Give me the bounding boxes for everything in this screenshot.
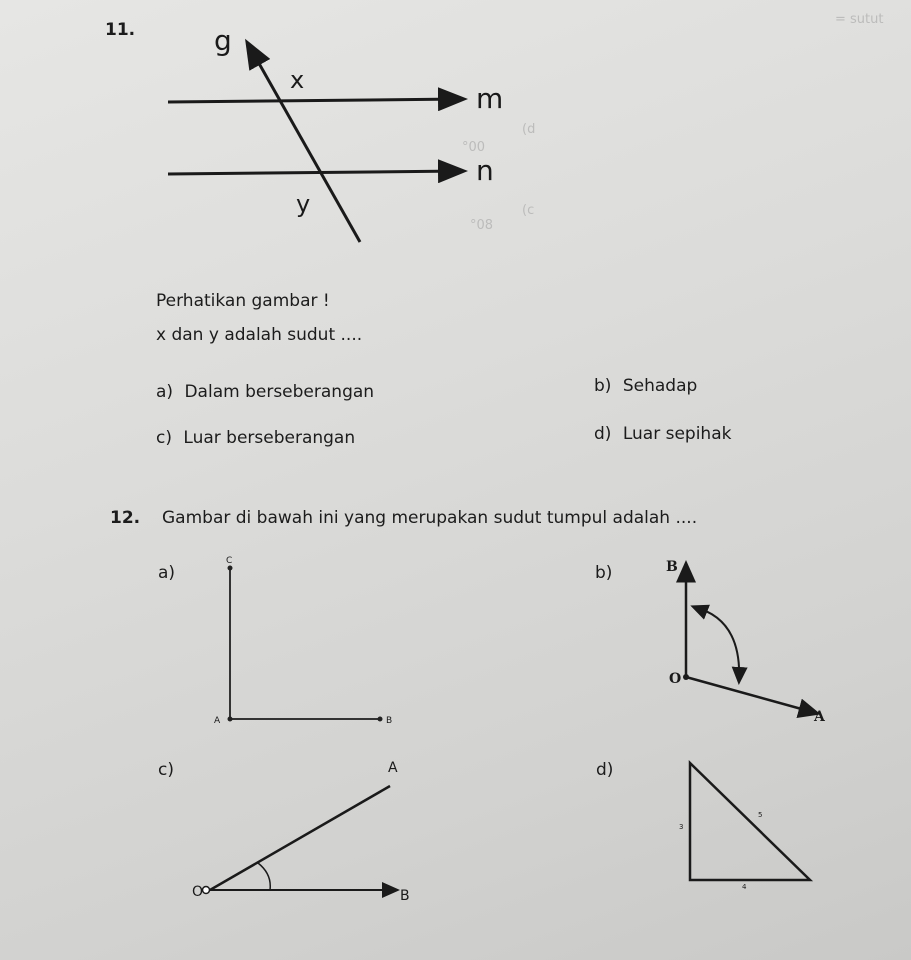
- bleed-text: (d: [522, 122, 536, 137]
- q11-option-b[interactable]: [594, 376, 697, 396]
- option-letter: c): [156, 428, 172, 448]
- label-g: g: [214, 24, 232, 57]
- label-O: O: [192, 884, 204, 900]
- bleed-text: = sutut: [835, 12, 884, 27]
- label-m: m: [476, 82, 504, 115]
- label-n: n: [476, 154, 494, 187]
- label-side-left: 3: [679, 823, 684, 831]
- bleed-text: (c: [522, 203, 535, 218]
- q11-question: x dan y adalah sudut ....: [156, 325, 363, 345]
- q12-option-a-letter[interactable]: a): [158, 563, 176, 583]
- option-letter: d): [594, 424, 612, 444]
- label-y: y: [296, 190, 311, 218]
- option-letter: a): [156, 382, 174, 402]
- q12-figure-a-right-angle: [200, 555, 400, 735]
- bleed-text: °00: [462, 140, 486, 155]
- line-m: [168, 99, 462, 102]
- q12-figure-d-right-triangle: [670, 755, 820, 895]
- q11-option-a[interactable]: [156, 382, 374, 402]
- q12-option-b-letter[interactable]: b): [595, 563, 613, 583]
- option-text: Sehadap: [622, 376, 698, 396]
- option-text: Luar sepihak: [622, 424, 732, 444]
- label-C: C: [226, 556, 233, 566]
- q11-instruction: Perhatikan gambar !: [156, 291, 330, 311]
- label-x: x: [290, 66, 305, 94]
- label-A: A: [388, 760, 398, 776]
- label-side-hyp: 5: [758, 811, 763, 819]
- q11-option-c[interactable]: [156, 428, 355, 448]
- q12-question: Gambar di bawah ini yang merupakan sudut tumpul adalah ....: [162, 508, 698, 528]
- q12-figure-c-acute-angle: [190, 750, 430, 910]
- option-text: Luar berseberangan: [183, 428, 356, 448]
- question-11-number: 11.: [105, 20, 136, 40]
- option-text: Dalam berseberangan: [184, 382, 375, 402]
- q12-option-c-letter[interactable]: c): [158, 760, 174, 780]
- label-B: B: [400, 888, 410, 904]
- q12-figure-b-obtuse-angle: [650, 555, 830, 735]
- parallel-lines-figure: [0, 0, 520, 260]
- label-B: B: [386, 716, 393, 726]
- label-side-bottom: 4: [742, 883, 747, 891]
- q11-option-d[interactable]: [594, 424, 731, 444]
- label-B: B: [666, 559, 678, 575]
- option-letter: b): [594, 376, 612, 396]
- label-O: O: [669, 671, 682, 687]
- bleed-text: °08: [470, 218, 494, 233]
- label-A: A: [814, 709, 825, 725]
- label-A: A: [214, 716, 221, 726]
- q12-option-d-letter[interactable]: d): [596, 760, 614, 780]
- line-n: [168, 171, 462, 174]
- question-12-number: 12.: [110, 508, 141, 528]
